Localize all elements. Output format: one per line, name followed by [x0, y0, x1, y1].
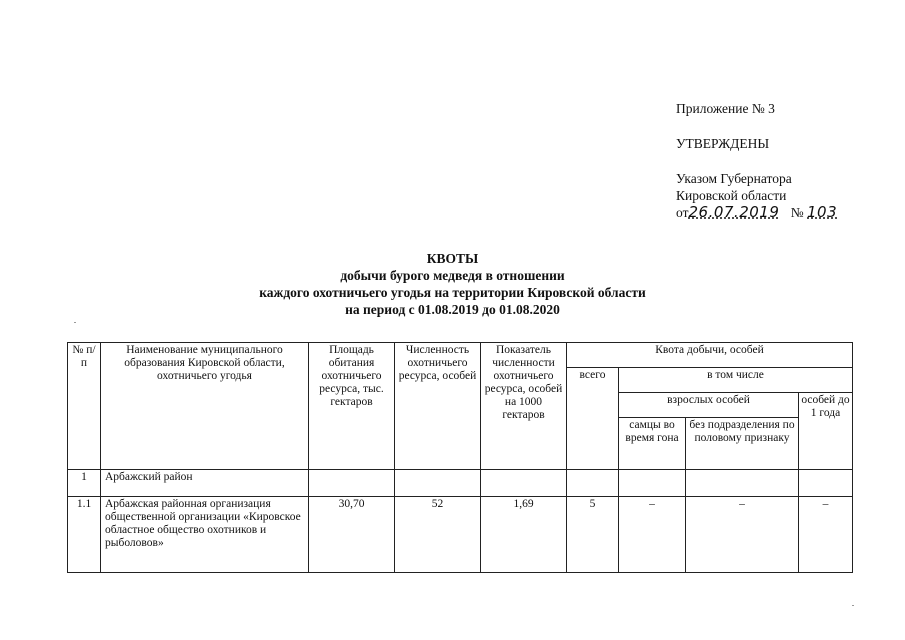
header-males: самцы во время гона — [619, 418, 686, 470]
cell-nosex: – — [686, 497, 799, 573]
cell-total: 5 — [567, 497, 619, 573]
number-prefix: № — [790, 205, 804, 220]
quota-table — [67, 342, 853, 573]
cell-under1 — [799, 470, 853, 497]
title-line-2: добычи бурого медведя в отношении — [340, 268, 565, 283]
handwritten-number: 103 — [807, 203, 838, 221]
cell-total — [567, 470, 619, 497]
table-row — [68, 470, 853, 497]
appendix-label: Приложение № 3 — [676, 101, 775, 116]
decree-line-2: Кировской области — [676, 188, 787, 203]
decree-line-1: Указом Губернатора — [676, 171, 792, 186]
cell-population: 52 — [395, 497, 481, 573]
cell-num: 1.1 — [68, 497, 101, 573]
header-including: в том числе — [619, 368, 853, 393]
cell-name: Арбажский район — [101, 470, 309, 497]
cell-population — [395, 470, 481, 497]
cell-area — [309, 470, 395, 497]
header-area: Площадь обитания охотничьего ресурса, тыс. гектаров — [309, 343, 395, 470]
approved-label: УТВЕРЖДЕНЫ — [676, 136, 770, 151]
decree-date-line — [676, 204, 837, 221]
title-line-3: каждого охотничьего угодья на территории Кировской области — [259, 285, 646, 300]
cell-under1: – — [799, 497, 853, 573]
header-nosex: без подразделения по половому признаку — [686, 418, 799, 470]
cell-males — [619, 470, 686, 497]
header-num: № п/п — [68, 343, 101, 470]
scan-speck — [852, 605, 854, 606]
approval-block — [676, 100, 837, 221]
header-under1: особей до 1 года — [799, 393, 853, 470]
cell-density — [481, 470, 567, 497]
header-density: Показатель численности охотничьего ресурса, особей на 1000 гектаров — [481, 343, 567, 470]
document-title — [0, 250, 905, 318]
title-line-1: КВОТЫ — [426, 251, 479, 266]
handwritten-date: 26.07.2019 — [688, 203, 780, 221]
header-adults: взрослых особей — [619, 393, 799, 418]
scan-speck — [74, 322, 76, 323]
from-prefix: от — [676, 205, 689, 220]
header-total: всего — [567, 368, 619, 470]
cell-num: 1 — [68, 470, 101, 497]
cell-area: 30,70 — [309, 497, 395, 573]
cell-name: Арбажская районная организация общественной организации «Кировское областное общество охотников и рыболовов» — [101, 497, 309, 573]
table-row — [68, 497, 853, 573]
header-name: Наименование муниципального образования Кировской области, охотничьего угодья — [101, 343, 309, 470]
header-population: Численность охотничьего ресурса, особей — [395, 343, 481, 470]
cell-nosex — [686, 470, 799, 497]
title-line-4: на период с 01.08.2019 до 01.08.2020 — [345, 302, 560, 317]
cell-density: 1,69 — [481, 497, 567, 573]
cell-males: – — [619, 497, 686, 573]
header-quota: Квота добычи, особей — [567, 343, 853, 368]
